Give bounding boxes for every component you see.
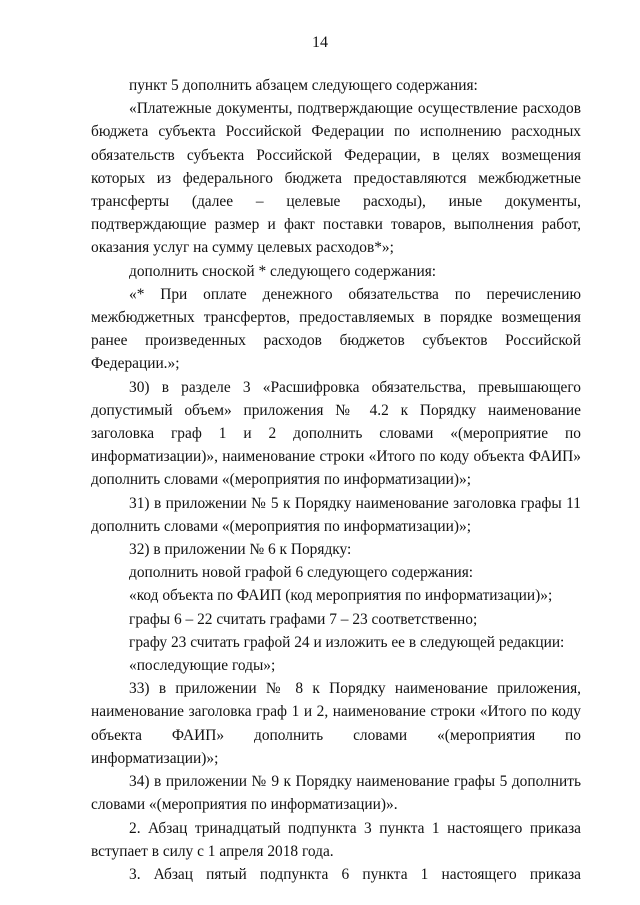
paragraph: «код объекта по ФАИП (код мероприятия по информатизации)»; bbox=[129, 587, 553, 605]
paragraph: дополнить новой графой 6 следующего содержания: bbox=[129, 564, 474, 582]
paragraph: 31) в приложении № 5 к Порядку наименование заголовка графы 11 дополнить словами «(мероприятия по информатизации)»; bbox=[91, 494, 581, 535]
paragraph: дополнить сноской * следующего содержания: bbox=[129, 262, 437, 280]
paragraph: «* При оплате денежного обязательства по перечислению межбюджетных трансфертов, предоставляемых в порядке возмещения ранее произведенных расходов бюджетов субъектов Российской Федерации.»; bbox=[91, 285, 581, 373]
document-body bbox=[91, 74, 581, 886]
paragraph: пункт 5 дополнить абзацем следующего содержания: bbox=[129, 77, 478, 94]
paragraph: 30) в разделе 3 «Расшифровка обязательства, превышающего допустимый объем» приложения № 4.2 к Порядку наименование заголовка граф 1 и 2 дополнить словами «(мероприятие по информатизации)», наименование строки «Итого по коду объекта ФАИП» дополнить словами «(мероприятия по информатизации)»; bbox=[91, 378, 581, 489]
paragraph: «Платежные документы, подтверждающие осуществление расходов бюджета субъекта Российской Федерации по исполнению расходных обязательств субъекта Российской Федерации, в целях возмещения которых из федерального бюджета предоставляются межбюджетные трансферты (далее – целевые расходы), иные документы, подтверждающие размер и факт поставки товаров, выполнения работ, оказания услуг на сумму целевых расходов*»; bbox=[91, 100, 581, 257]
paragraph: графы 6 – 22 считать графами 7 – 23 соответственно; bbox=[129, 610, 478, 628]
paragraph: 33) в приложении № 8 к Порядку наименование приложения, наименование заголовка граф 1 и 2, наименование строки «Итого по коду объекта ФАИП» дополнить словами «(мероприятия по информатизации)»; bbox=[91, 680, 581, 767]
paragraph: графу 23 считать графой 24 и изложить ее в следующей редакции: bbox=[129, 633, 565, 651]
page-number: 14 bbox=[312, 34, 328, 51]
paragraph: 2. Абзац тринадцатый подпункта 3 пункта 1 настоящего приказа вступает в силу с 1 апреля 2018 года. bbox=[91, 819, 581, 860]
paragraph: 32) в приложении № 6 к Порядку: bbox=[129, 541, 352, 559]
paragraph: «последующие годы»; bbox=[129, 657, 276, 675]
paragraph: 34) в приложении № 9 к Порядку наименование графы 5 дополнить словами «(мероприятия по информатизации)». bbox=[91, 773, 581, 814]
paragraph: 3. Абзац пятый подпункта 6 пункта 1 настоящего приказа bbox=[129, 865, 581, 883]
